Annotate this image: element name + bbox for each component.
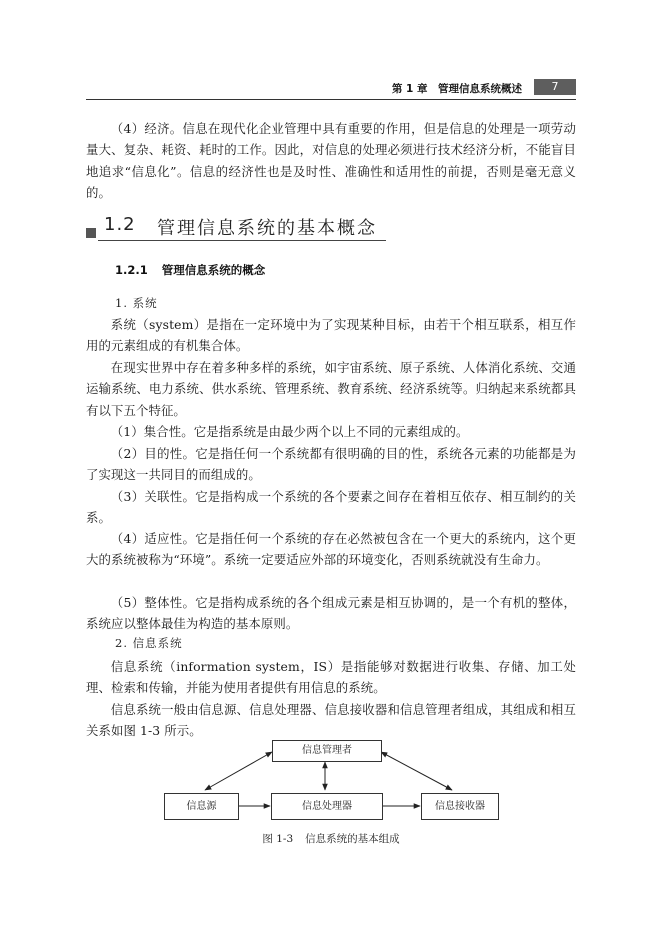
subsection-heading <box>115 262 265 278</box>
part2-paragraph: 信息系统一般由信息源、信息处理器、信息接收器和信息管理者组成，其组成和相互关系如图 1-3 所示。 <box>86 702 576 739</box>
subsection-number: 1.2.1 <box>115 263 148 277</box>
running-header <box>370 79 576 98</box>
figure-number: 图 1-3 <box>262 833 294 845</box>
part1-paragraph: （2）目的性。它是指任何一个系统都有很明确的目的性，系统各元素的功能都是为了实现这一共同目的而组成的。 <box>86 446 576 483</box>
node-source: 信息源 <box>164 793 239 820</box>
part1-paragraph: （3）关联性。它是指构成一个系统的各个要素之间存在着相互依存、相互制约的关系。 <box>86 489 576 526</box>
page-number: 7 <box>534 79 576 95</box>
part1-heading: 1. 系统 <box>115 296 158 310</box>
node-processor: 信息处理器 <box>271 793 383 820</box>
part1-paragraph: （4）适应性。它是指任何一个系统的存在必然被包含在一个更大的系统内，这个更大的系统被称为“环境”。系统一定要适应外部的环境变化，否则系统就没有生命力。 <box>86 531 576 568</box>
section-number: 1.2 <box>104 214 136 235</box>
figure-caption <box>86 831 576 846</box>
node-receiver: 信息接收器 <box>421 793 499 820</box>
subsection-title: 管理信息系统的概念 <box>161 263 266 277</box>
arrow-manager-source <box>205 752 272 790</box>
node-manager: 信息管理者 <box>272 740 382 762</box>
intro-paragraph: （4）经济。信息在现代化企业管理中具有重要的作用，但是信息的处理是一项劳动量大、复杂、耗资、耗时的工作。因此，对信息的处理必须进行技术经济分析，不能盲目地追求“信息化”。信息的经济性也是及时性、准确性和适用性的前提，否则是毫无意义的。 <box>86 121 576 201</box>
part1-paragraph: （1）集合性。它是指系统是由最少两个以上不同的元素组成的。 <box>110 424 469 439</box>
part1-paragraph: 系统（system）是指在一定环境中为了实现某种目标，由若干个相互联系，相互作用的元素组成的有机集合体。 <box>86 317 576 354</box>
part1-paragraph: （5）整体性。它是指构成系统的各个组成元素是相互协调的，是一个有机的整体，系统应以整体最佳为构造的基本原则。 <box>86 595 576 632</box>
header-rule <box>86 99 576 100</box>
section-marker <box>86 228 96 238</box>
chapter-title: 第 1 章 管理信息系统概述 <box>391 83 522 95</box>
arrow-manager-receiver <box>381 752 452 790</box>
part1-paragraph: 在现实世界中存在着多种多样的系统，如宇宙系统、原子系统、人体消化系统、交通运输系统、电力系统、供水系统、管理系统、教育系统、经济系统等。归纳起来系统都具有以下五个特征。 <box>86 360 576 418</box>
section-title: 管理信息系统的基本概念 <box>157 218 377 239</box>
section-rule <box>98 240 386 241</box>
part2-heading: 2. 信息系统 <box>115 636 183 650</box>
part2-paragraph: 信息系统（information system，IS）是指能够对数据进行收集、存储、加工处理、检索和传输，并能为使用者提供有用信息的系统。 <box>86 659 576 696</box>
figure-title: 信息系统的基本组成 <box>305 833 400 845</box>
